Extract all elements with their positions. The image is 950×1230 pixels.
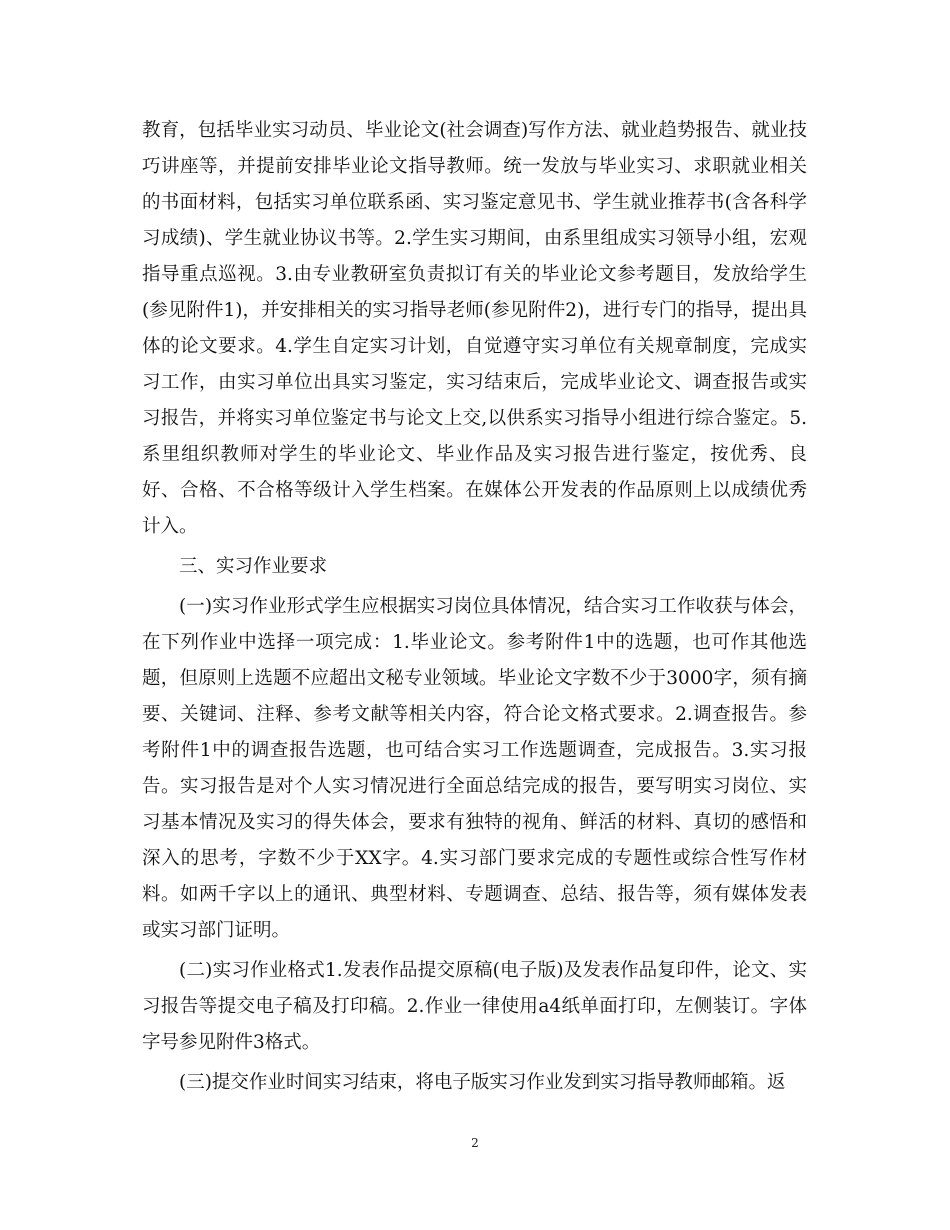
- section-heading: 三、实习作业要求: [179, 556, 328, 577]
- document-body: [142, 113, 807, 1105]
- paragraph-assignment-format: (二)实习作业格式1.发表作品提交原稿(电子版)及发表作品复印件，论文、实习报告等提交电子稿及打印稿。2.作业一律使用a4纸单面打印，左侧装订。字体字号参见附件3格式。: [142, 960, 807, 1053]
- paragraph-assignment-form: (一)实习作业形式学生应根据实习岗位具体情况，结合实习工作收获与体会，在下列作业中选择一项完成：1.毕业论文。参考附件1中的选题，也可作其他选题，但原则上选题不应超出文秘专业领域。毕业论文字数不少于3000字，须有摘要、关键词、注释、参考文献等相关内容，符合论文格式要求。2.调查报告。参考附件1中的调查报告选题，也可结合实习工作选题调查，完成报告。3.实习报告。实习报告是对个人实习情况进行全面总结完成的报告，要写明实习岗位、实习基本情况及实习的得失体会，要求有独特的视角、鲜活的材料、真切的感悟和深入的思考，字数不少于XX字。4.实习部门要求完成的专题性或综合性写作材料。如两千字以上的通讯、典型材料、专题调查、总结、报告等，须有媒体发表或实习部门证明。: [142, 596, 807, 941]
- paragraph-submission-time: (三)提交作业时间实习结束，将电子版实习作业发到实习指导教师邮箱。返: [179, 1072, 786, 1093]
- page-number: 2: [471, 1136, 479, 1150]
- paragraph-continuation: 教育，包括毕业实习动员、毕业论文(社会调查)写作方法、就业趋势报告、就业技巧讲座等，并提前安排毕业论文指导教师。统一发放与毕业实习、求职就业相关的书面材料，包括实习单位联系函、实习鉴定意见书、学生就业推荐书(含各科学习成绩)、学生就业协议书等。2.学生实习期间，由系里组成实习领导小组，宏观指导重点巡视。3.由专业教研室负责拟订有关的毕业论文参考题目，发放给学生(参见附件1)，并安排相关的实习指导老师(参见附件2)，进行专门的指导，提出具体的论文要求。4.学生自定实习计划，自觉遵守实习单位有关规章制度，完成实习工作，由实习单位出具实习鉴定，实习结束后，完成毕业论文、调查报告或实习报告，并将实习单位鉴定书与论文上交,以供系实习指导小组进行综合鉴定。5.系里组织教师对学生的毕业论文、毕业作品及实习报告进行鉴定，按优秀、良好、合格、不合格等级计入学生档案。在媒体公开发表的作品原则上以成绩优秀计入。: [142, 120, 807, 537]
